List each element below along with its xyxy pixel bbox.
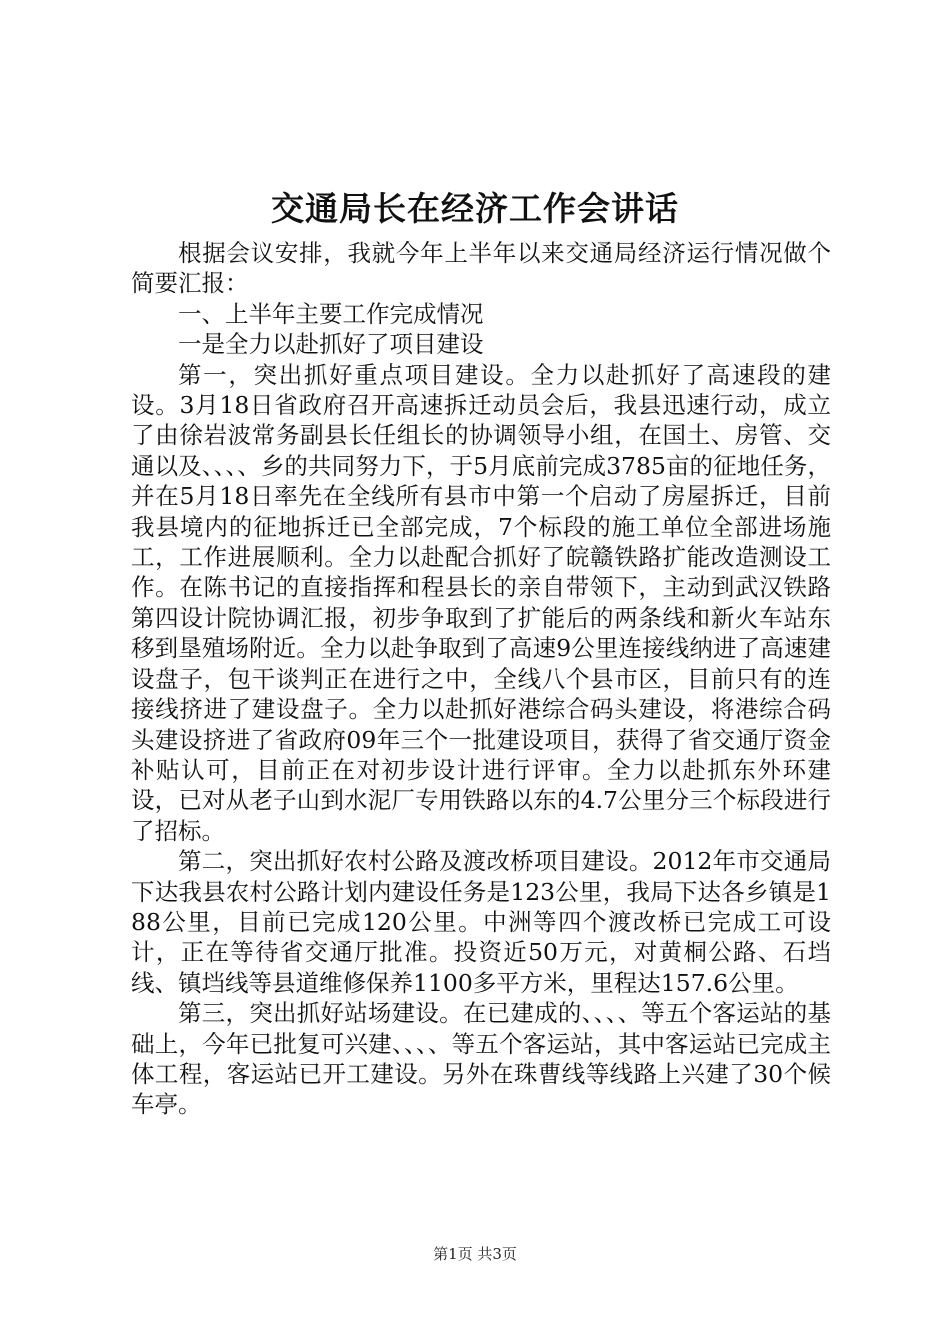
paragraph-third: 第三，突出抓好站场建设。在已建成的、、、、等五个客运站的基础上，今年已批复可兴建、、、、等五个客运站，其中客运站已完成主体工程，客运站已开工建设。另外在珠曹线等线路上兴建了30个候车亭。 — [131, 999, 831, 1119]
page-footer: 第1页 共3页 — [433, 1245, 517, 1263]
subsection-heading: 一是全力以赴抓好了项目建设 — [178, 330, 484, 359]
section-heading: 一、上半年主要工作完成情况 — [178, 299, 484, 328]
paragraph-intro: 根据会议安排，我就今年上半年以来交通局经济运行情况做个简要汇报： — [131, 239, 831, 298]
document-body — [131, 238, 831, 1120]
paragraph-second: 第二，突出抓好农村公路及渡改桥项目建设。2012年市交通局下达我县农村公路计划内建设任务是123公里，我局下达各乡镇是188公里，目前已完成120公里。中洲等四个渡改桥已完成工可设计，正在等待省交通厅批准。投资近50万元，对黄桐公路、石垱线、镇垱线等县道维修保养1100多平方米，里程达157.6公里。 — [131, 847, 831, 997]
paragraph-first: 第一，突出抓好重点项目建设。全力以赴抓好了高速段的建设。3月18日省政府召开高速拆迁动员会后，我县迅速行动，成立了由徐岩波常务副县长任组长的协调领导小组，在国土、房管、交通以及、、、、乡的共同努力下，于5月底前完成3785亩的征地任务，并在5月18日率先在全线所有县市中第一个启动了房屋拆迁，目前我县境内的征地拆迁已全部完成，7个标段的施工单位全部进场施工，工作进展顺利。全力以赴配合抓好了皖赣铁路扩能改造测设工作。在陈书记的直接指挥和程县长的亲自带领下，主动到武汉铁路第四设计院协调汇报，初步争取到了扩能后的两条线和新火车站东移到垦殖场附近。全力以赴争取到了高速9公里连接线纳进了高速建设盘子，包干谈判正在进行之中，全线八个县市区，目前只有的连接线挤进了建设盘子。全力以赴抓好港综合码头建设，将港综合码头建设挤进了省政府09年三个一批建设项目，获得了省交通厅资金补贴认可，目前正在对初步设计进行评审。全力以赴抓东外环建设，已对从老子山到水泥厂专用铁路以东的4.7公里分三个标段进行了招标。 — [131, 360, 831, 845]
document-title: 交通局长在经济工作会讲话 — [271, 189, 679, 228]
